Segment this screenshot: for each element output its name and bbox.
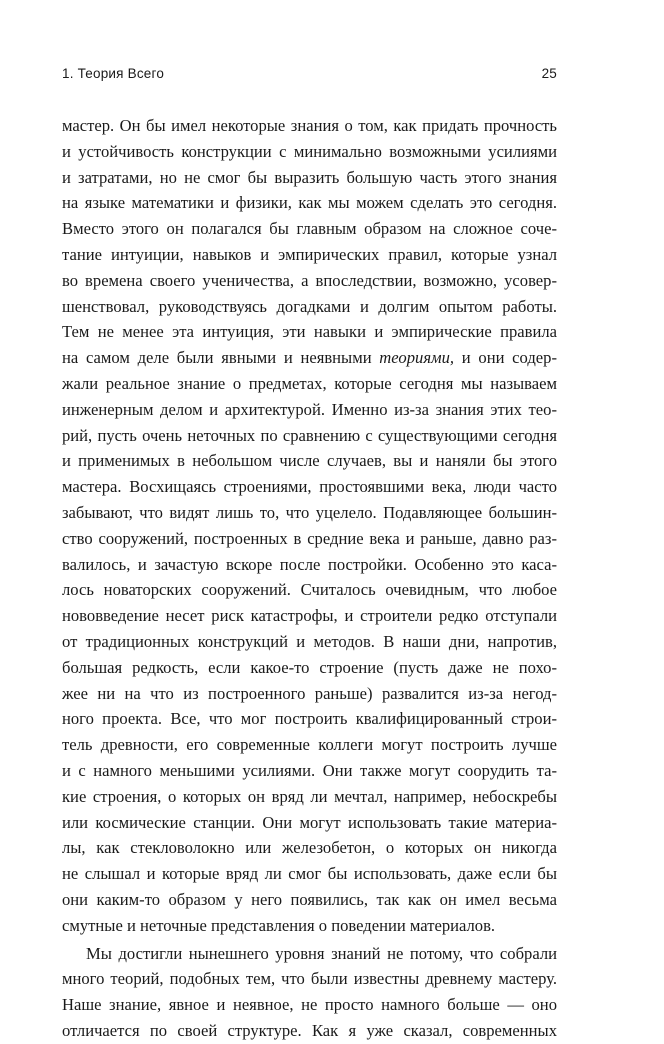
text-line: большая редкость, если какое-то строение (пусть даже не похо-	[62, 657, 557, 677]
text-line: и устойчивость конструкции с минимально возможными усилиями	[62, 141, 557, 161]
text-line: шенствовал, руководствуясь догадками и долгим опытом работы.	[62, 296, 557, 316]
line-text-before: на самом деле были явными и неявными	[62, 348, 380, 368]
text-line: лось новаторских сооружений. Считалось очевидным, что любое	[62, 580, 557, 600]
chapter-title: 1. Теория Всего	[62, 66, 165, 81]
text-line: много теорий, подобных тем, что были известны древнему мастеру.	[62, 969, 557, 989]
text-line: отличается по своей структуре. Как я уже сказал, современных	[62, 1020, 557, 1040]
text-line: валилось, и зачастую вскоре после постройки. Особенно это каса-	[62, 554, 557, 574]
italic-term: теориями,	[379, 348, 455, 368]
text-line: от традиционных конструкций и методов. В наши дни, напротив,	[62, 631, 557, 651]
text-line: мастера. Восхищаясь строениями, простоявшими века, люди часто	[62, 477, 557, 497]
paragraph-1	[62, 113, 557, 939]
text-line: жали реальное знание о предметах, которые сегодня мы называем	[62, 373, 557, 393]
text-line: Тем не менее эта интуиция, эти навыки и эмпирические правила	[62, 322, 557, 342]
page-number: 25	[541, 66, 557, 81]
text-line: жее ни на что из построенного раньше) развалится из-за негод-	[62, 683, 557, 703]
text-line: смутные и неточные представления о поведении материалов.	[62, 915, 496, 935]
text-line: инженерным делом и архитектурой. Именно из-за знания этих тео-	[62, 399, 557, 419]
text-line: или космические станции. Они могут использовать такие материа-	[62, 812, 557, 832]
text-line: Наше знание, явное и неявное, не просто намного больше — оно	[62, 995, 557, 1015]
text-line: тель древности, его современные коллеги могут построить лучше	[62, 735, 557, 755]
text-line: во времена своего ученичества, а впоследствии, возможно, усовер-	[62, 270, 557, 290]
text-line: забывают, что видят лишь то, что уцелело. Подавляющее большин-	[62, 502, 557, 522]
body-text	[62, 113, 557, 1044]
text-line: ство сооружений, построенных в средние века и раньше, давно раз-	[62, 528, 557, 548]
text-line: и затратами, но не смог бы выразить большую часть этого знания	[62, 167, 557, 187]
text-line: тание интуиции, навыков и эмпирических правил, которые узнал	[62, 244, 557, 264]
text-line: и применимых в небольшом числе случаев, вы и наняли бы этого	[62, 451, 557, 471]
text-line: и с намного меньшими усилиями. Они также могут соорудить та-	[62, 760, 557, 780]
text-line: мастер. Он бы имел некоторые знания о том, как придать прочность	[62, 116, 557, 135]
text-line: кие строения, о которых он вряд ли мечтал, например, небоскребы	[62, 786, 557, 806]
text-line: на языке математики и физики, как мы можем сделать это сегодня.	[62, 193, 557, 213]
text-line-with-italic	[62, 345, 557, 371]
text-line: Вместо этого он полагался бы главным образом на сложное сочe-	[62, 219, 557, 239]
text-line: лы, как стекловолокно или железобетон, о которых он никогда	[62, 838, 557, 858]
text-line: не слышал и которые вряд ли смог бы использовать, даже если бы	[62, 864, 557, 884]
text-line: ного проекта. Все, что мог построить квалифицированный строи-	[62, 709, 557, 729]
text-line: рий, пусть очень неточных по сравнению с существующими сегодня	[62, 425, 557, 445]
paragraph-2	[62, 941, 557, 1044]
text-line: Мы достигли нынешнего уровня знаний не потому, что собрали	[86, 943, 557, 963]
line-text-after: и они содер-	[454, 348, 557, 368]
text-line: нововведение несет риск катастрофы, и строители редко отступали	[62, 606, 557, 626]
running-head	[62, 66, 557, 86]
text-line: они каким-то образом у него появились, так как он имел весьма	[62, 889, 557, 909]
